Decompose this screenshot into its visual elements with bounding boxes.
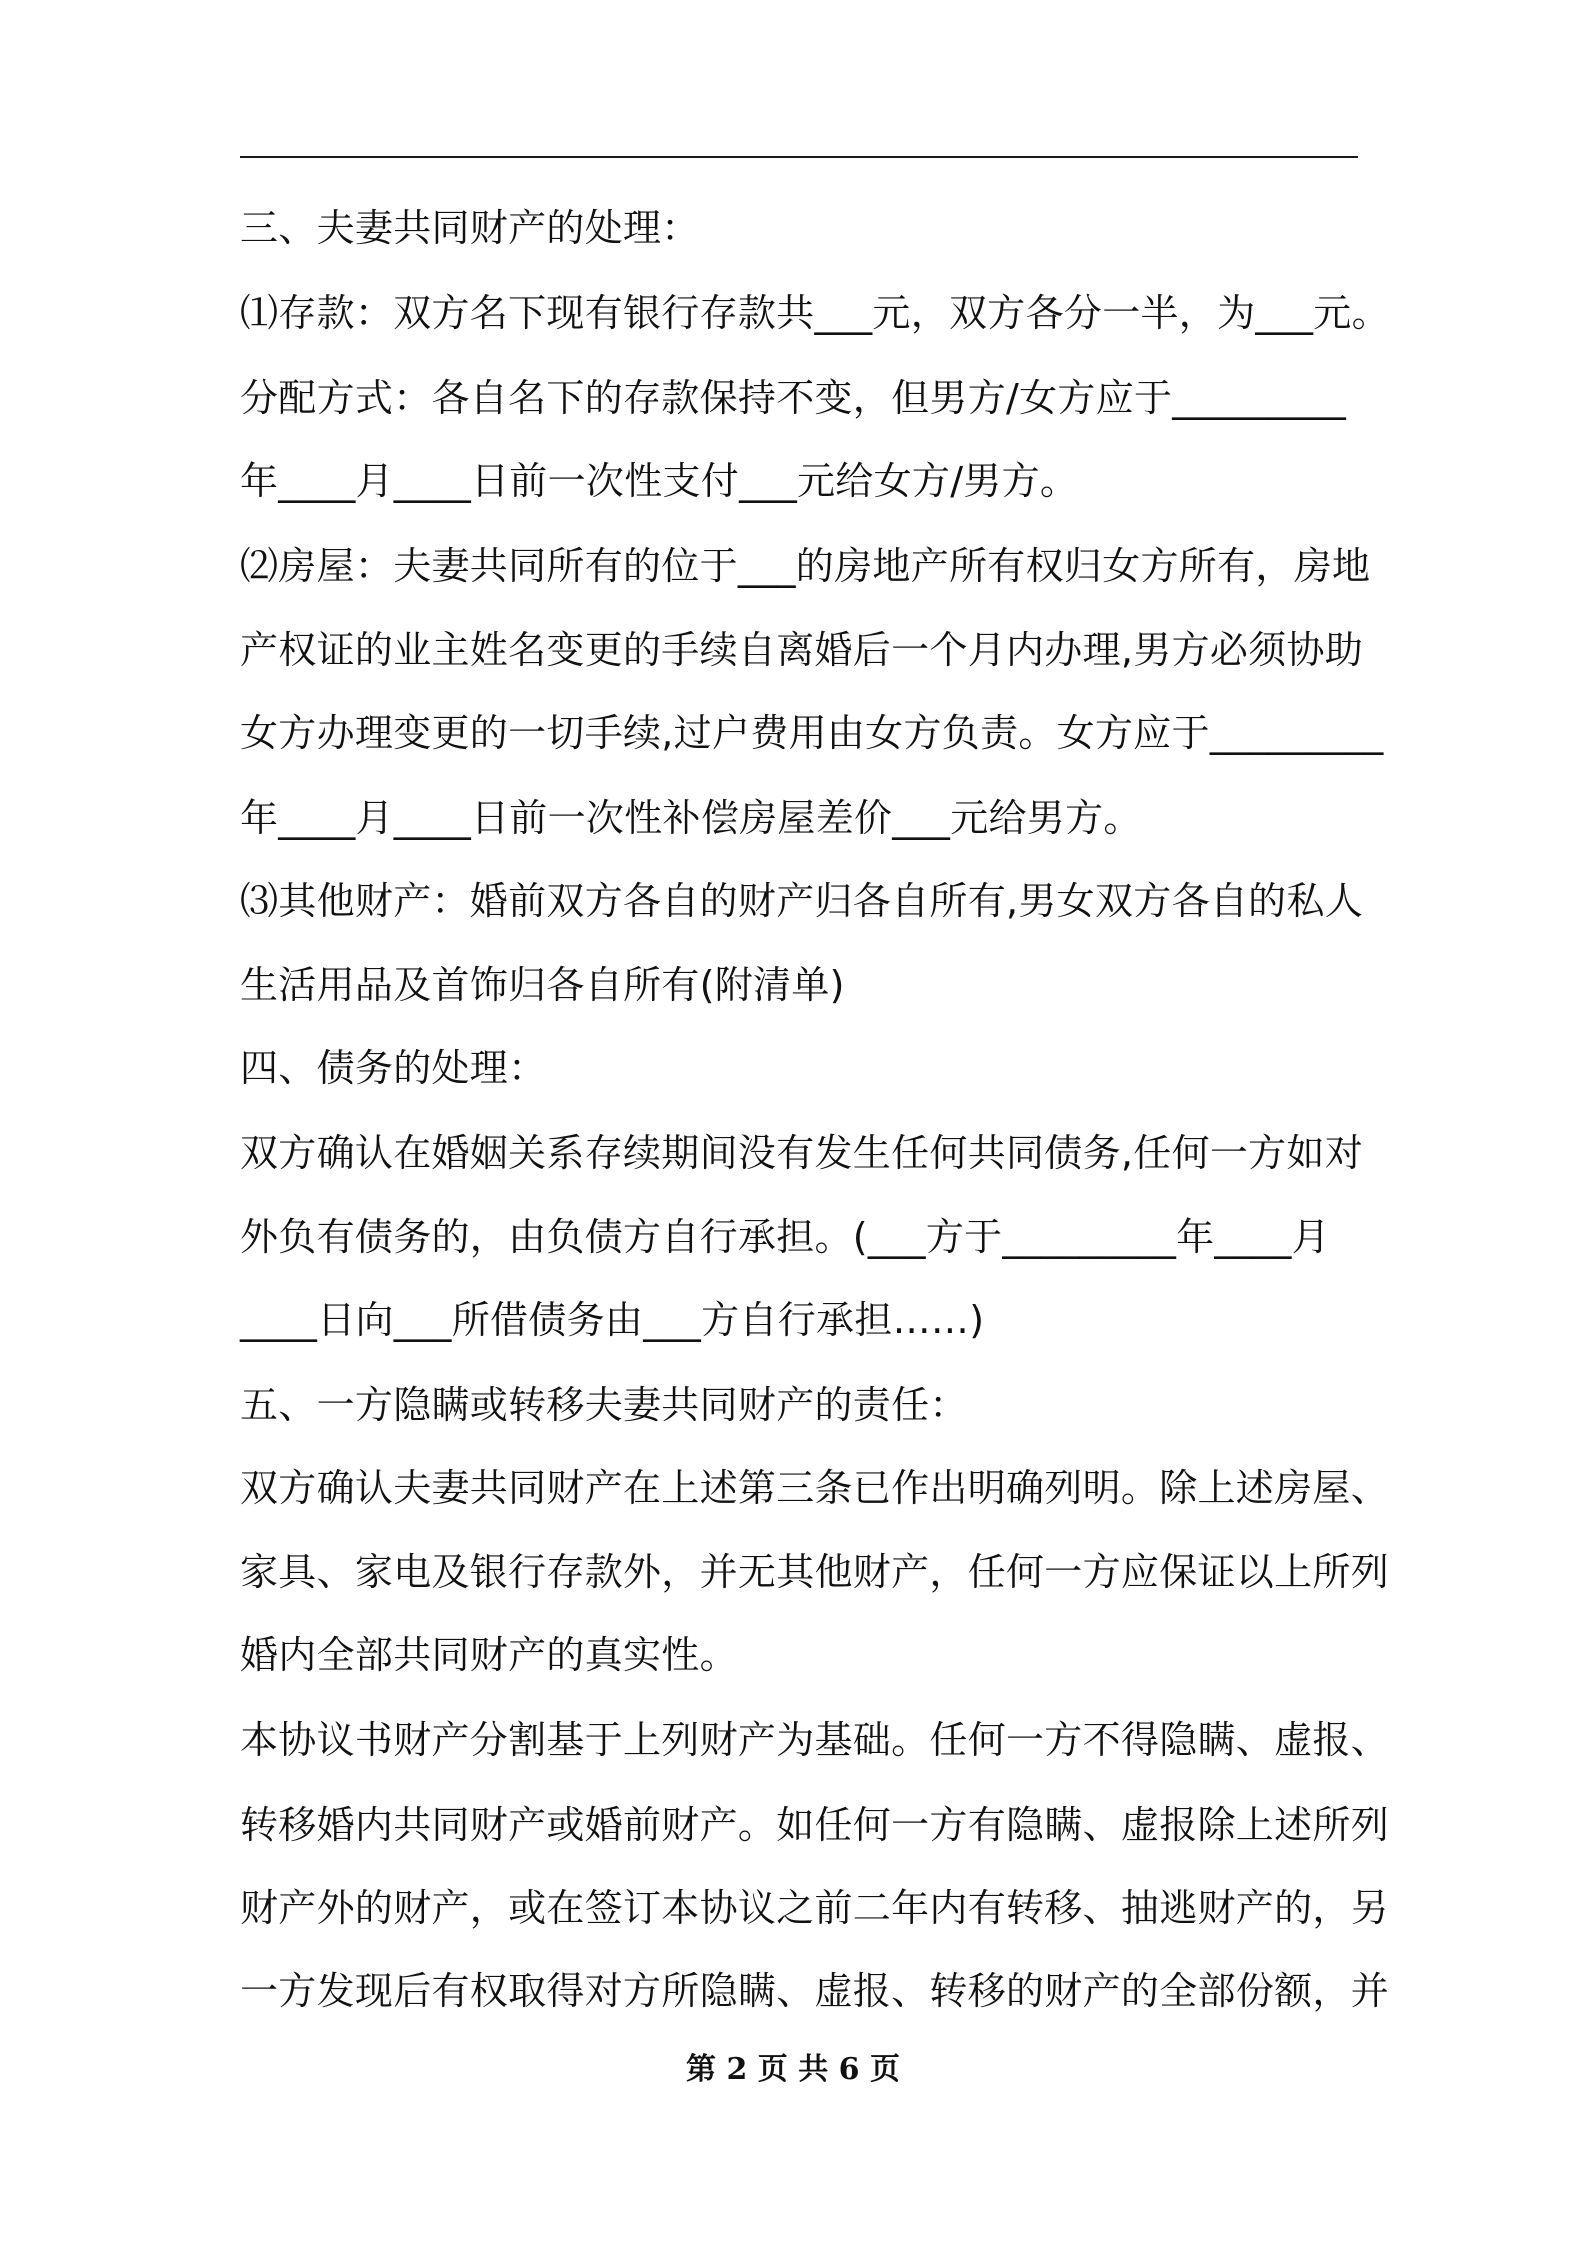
section-heading-debts: 四、债务的处理：: [240, 1046, 547, 1090]
paragraph-line: 生活用品及首饰归各自所有(附清单): [240, 963, 845, 1007]
page-number: 第 2 页 共 6 页: [686, 2052, 900, 2087]
paragraph-line: ⑶其他财产：婚前双方各自的财产归各自所有,男女双方各自的私人: [240, 879, 1364, 923]
paragraph-line: 家具、家电及银行存款外，并无其他财产，任何一方应保证以上所列: [240, 1550, 1390, 1594]
paragraph-line: 双方确认夫妻共同财产在上述第三条已作出明确列明。除上述房屋、: [240, 1466, 1390, 1510]
paragraph-line: 年____月____日前一次性支付___元给女方/男方。: [240, 459, 1079, 503]
paragraph-line: ⑵房屋：夫妻共同所有的位于___的房地产所有权归女方所有，房地: [240, 544, 1371, 588]
paragraph-line: ⑴存款：双方名下现有银行存款共___元，双方各分一半，为___元。: [240, 291, 1390, 335]
paragraph-line: 产权证的业主姓名变更的手续自离婚后一个月内办理,男方必须协助: [240, 628, 1364, 672]
paragraph-line: 外负有债务的，由负债方自行承担。(___方于_________年____月: [240, 1215, 1330, 1259]
section-heading-joint-property: 三、夫妻共同财产的处理：: [240, 206, 700, 250]
paragraph-line: 分配方式：各自名下的存款保持不变，但男方/女方应于_________: [240, 376, 1347, 420]
paragraph-line: 年____月____日前一次性补偿房屋差价___元给男方。: [240, 796, 1142, 840]
document-body: [240, 0, 1390, 2244]
section-heading-concealment: 五、一方隐瞒或转移夫妻共同财产的责任：: [240, 1383, 968, 1427]
paragraph-line: ____日向___所借债务由___方自行承担……): [240, 1298, 985, 1342]
paragraph-line: 财产外的财产，或在签订本协议之前二年内有转移、抽逃财产的，另: [240, 1886, 1390, 1930]
paragraph-line: 女方办理变更的一切手续,过户费用由女方负责。女方应于_________: [240, 711, 1384, 755]
paragraph-line: 一方发现后有权取得对方所隐瞒、虚报、转移的财产的全部份额，并: [240, 1969, 1390, 2013]
paragraph-line: 婚内全部共同财产的真实性。: [240, 1633, 738, 1677]
paragraph-line: 转移婚内共同财产或婚前财产。如任何一方有隐瞒、虚报除上述所列: [240, 1803, 1390, 1847]
paragraph-line: 双方确认在婚姻关系存续期间没有发生任何共同债务,任何一方如对: [240, 1131, 1364, 1175]
paragraph-line: 本协议书财产分割基于上列财产为基础。任何一方不得隐瞒、虚报、: [240, 1718, 1390, 1762]
